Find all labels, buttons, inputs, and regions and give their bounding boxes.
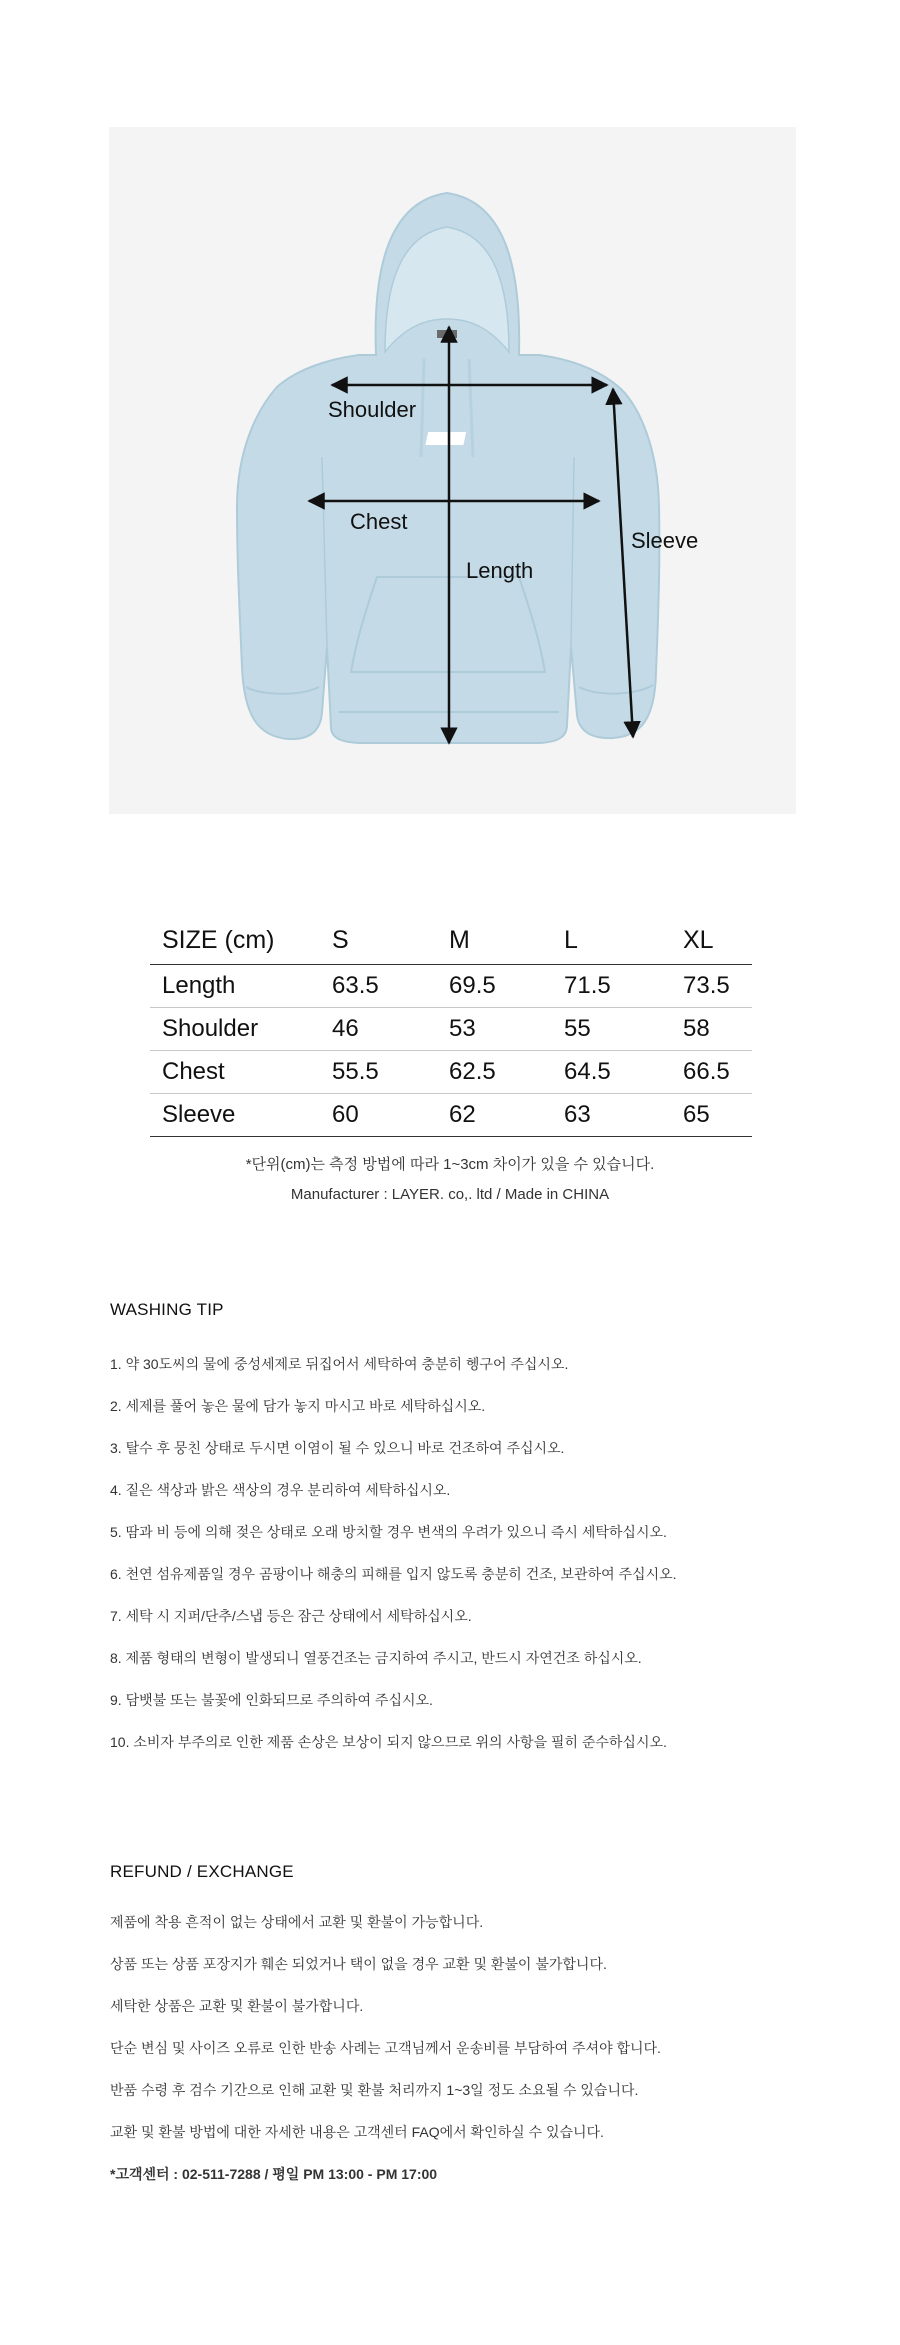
table-cell: 53 (449, 1015, 476, 1042)
list-item: 4. 짙은 색상과 밝은 색상의 경우 분리하여 세탁하십시오. (110, 1482, 451, 1498)
list-item: 6. 천연 섬유제품일 경우 곰팡이나 해충의 피해를 입지 않도록 충분히 건조, 보관하여 주십시오. (110, 1566, 677, 1582)
washing-tip-section (110, 1300, 810, 1774)
size-chart-header-row (150, 916, 752, 965)
table-cell: 63 (564, 1101, 591, 1128)
table-cell: 55 (564, 1015, 591, 1042)
table-cell: 64.5 (564, 1058, 611, 1085)
table-cell: 71.5 (564, 972, 611, 999)
table-row (150, 1008, 752, 1051)
table-cell: 58 (683, 1015, 710, 1042)
shoulder-label: Shoulder (328, 397, 417, 422)
neck-label-icon (437, 330, 457, 338)
table-cell: 55.5 (332, 1058, 379, 1085)
length-label: Length (466, 558, 534, 583)
washing-tip-list (110, 1354, 810, 1774)
size-notes (0, 1150, 900, 1210)
list-item: 상품 또는 상품 포장지가 훼손 되었거나 택이 없을 경우 교환 및 환불이 불가합니다. (110, 1956, 607, 1972)
list-item: 7. 세탁 시 지퍼/단추/스냅 등은 잠근 상태에서 세탁하십시오. (110, 1608, 472, 1624)
size-header-s: S (332, 916, 449, 965)
size-header-m: M (449, 916, 564, 965)
table-cell: 46 (332, 1015, 359, 1042)
row-label: Length (162, 972, 236, 999)
measurement-note: *단위(cm)는 측정 방법에 따라 1~3cm 차이가 있을 수 있습니다. (245, 1156, 655, 1173)
hoodie-diagram (109, 127, 796, 814)
table-row (150, 1051, 752, 1094)
row-label: Sleeve (162, 1101, 236, 1128)
hoodie-measurement-figure (109, 127, 796, 814)
table-row (150, 1094, 752, 1137)
list-item: 10. 소비자 부주의로 인한 제품 손상은 보상이 되지 않으므로 위의 사항을 필히 준수하십시오. (110, 1734, 667, 1750)
customer-center-contact: *고객센터 : 02-511-7288 / 평일 PM 13:00 - PM 17:00 (110, 2166, 438, 2182)
table-cell: 60 (332, 1101, 359, 1128)
table-cell: 62 (449, 1101, 476, 1128)
list-item: 5. 땀과 비 등에 의해 젖은 상태로 오래 방치할 경우 변색의 우려가 있으니 즉시 세탁하십시오. (110, 1524, 667, 1540)
manufacturer-note: Manufacturer : LAYER. co,. ltd / Made in CHINA (290, 1186, 610, 1203)
refund-exchange-list (110, 1912, 810, 2206)
size-chart-table (150, 916, 752, 1137)
table-cell: 73.5 (683, 972, 730, 999)
list-item: 교환 및 환불 방법에 대한 자세한 내용은 고객센터 FAQ에서 확인하실 수 있습니다. (110, 2124, 604, 2140)
row-label: Chest (162, 1058, 225, 1085)
list-item: 9. 담뱃불 또는 불꽃에 인화되므로 주의하여 주십시오. (110, 1692, 433, 1708)
size-header-l: L (564, 916, 683, 965)
size-header-label: SIZE (cm) (150, 916, 332, 965)
refund-exchange-section (110, 1862, 810, 2206)
table-cell: 66.5 (683, 1058, 730, 1085)
chest-label: Chest (350, 509, 408, 534)
row-label: Shoulder (162, 1015, 259, 1042)
list-item: 반품 수령 후 검수 기간으로 인해 교환 및 환불 처리까지 1~3일 정도 소요될 수 있습니다. (110, 2082, 639, 2098)
list-item: 단순 변심 및 사이즈 오류로 인한 반송 사례는 고객님께서 운송비를 부담하여 주셔야 합니다. (110, 2040, 661, 2056)
list-item: 8. 제품 형태의 변형이 발생되니 열풍건조는 금지하여 주시고, 반드시 자연건조 하십시오. (110, 1650, 642, 1666)
list-item: 제품에 착용 흔적이 없는 상태에서 교환 및 환불이 가능합니다. (110, 1914, 484, 1930)
refund-exchange-title: REFUND / EXCHANGE (110, 1862, 294, 1881)
sleeve-label: Sleeve (631, 528, 699, 553)
table-row (150, 965, 752, 1008)
list-item: 세탁한 상품은 교환 및 환불이 불가합니다. (110, 1998, 364, 2014)
logo-icon (425, 432, 466, 445)
table-cell: 69.5 (449, 972, 496, 999)
table-cell: 63.5 (332, 972, 379, 999)
table-cell: 62.5 (449, 1058, 496, 1085)
list-item: 1. 약 30도씨의 물에 중성세제로 뒤집어서 세탁하여 충분히 헹구어 주십시오. (110, 1356, 569, 1372)
table-cell: 65 (683, 1101, 710, 1128)
list-item: 3. 탈수 후 뭉친 상태로 두시면 이염이 될 수 있으니 바로 건조하여 주십시오. (110, 1440, 565, 1456)
size-header-xl: XL (683, 916, 752, 965)
list-item: 2. 세제를 풀어 놓은 물에 담가 놓지 마시고 바로 세탁하십시오. (110, 1398, 486, 1414)
washing-tip-title: WASHING TIP (110, 1300, 224, 1319)
